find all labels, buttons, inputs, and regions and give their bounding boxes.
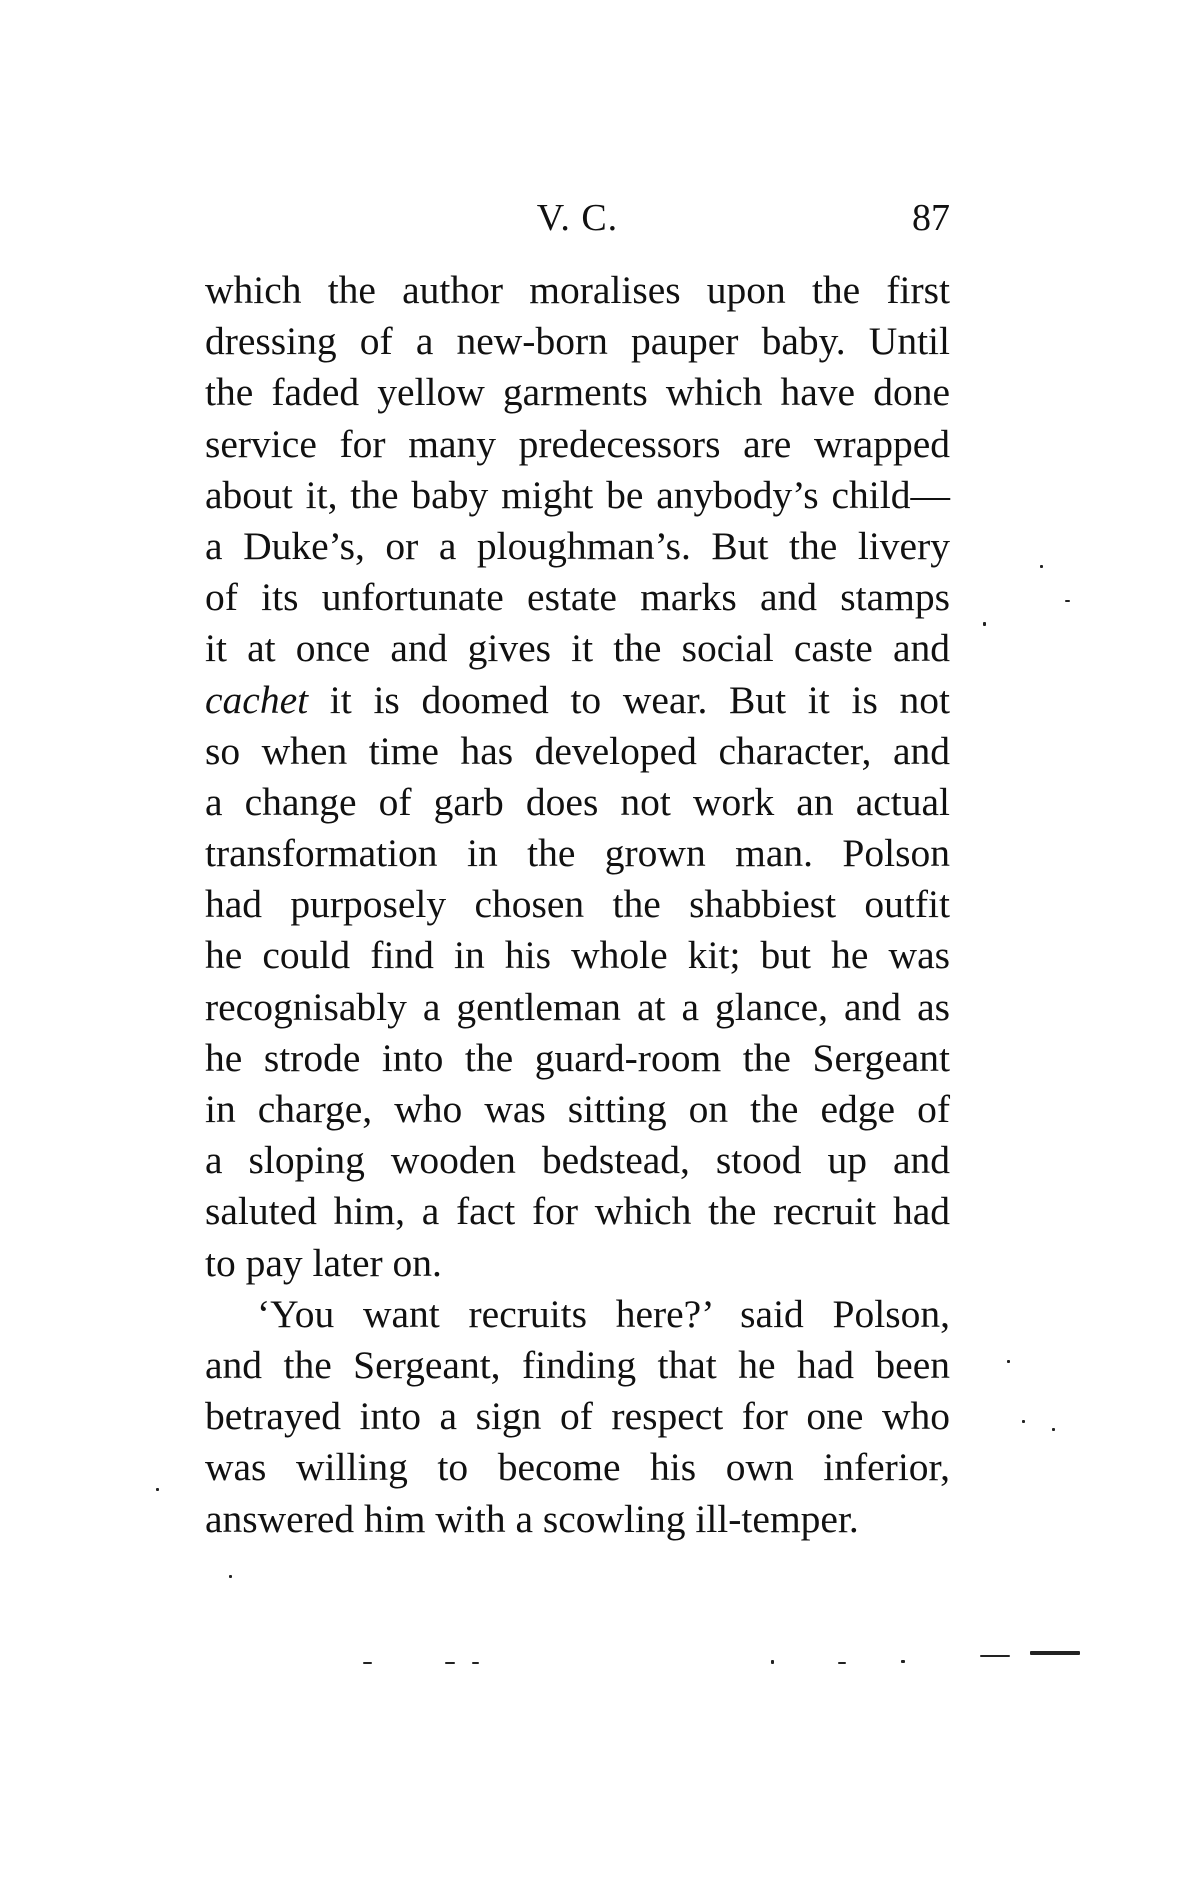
text-line: in charge, who was sitting on the edge of — [205, 1087, 950, 1131]
text-line: recognisably a gentleman at a glance, and as — [205, 984, 950, 1029]
italic-word: cachet — [205, 677, 309, 722]
text-line — [205, 675, 950, 726]
scan-speck — [838, 1662, 846, 1664]
scan-speck — [1065, 600, 1070, 602]
text-line: ‘You want recruits here?’ said Polson, — [257, 1291, 950, 1336]
text-line: which the author moralises upon the first — [205, 268, 950, 312]
running-head — [205, 196, 950, 246]
text-line: of its unfortunate estate marks and stamps — [205, 575, 950, 620]
scan-speck — [1052, 1428, 1055, 1431]
scan-speck — [980, 1655, 1010, 1657]
scan-speck — [156, 1488, 159, 1491]
scan-speck — [363, 1662, 372, 1664]
scan-speck — [771, 1660, 774, 1664]
scan-speck — [472, 1662, 479, 1664]
text-line: had purposely chosen the shabbiest outfit — [205, 882, 950, 927]
text-line: answered him with a scowling ill-temper. — [205, 1496, 859, 1541]
scan-speck — [229, 1575, 232, 1578]
text-line: transformation in the grown man. Polson — [205, 831, 950, 876]
body-text — [205, 265, 950, 1545]
text-line: betrayed into a sign of respect for one who — [205, 1394, 950, 1439]
line-remainder: it is doomed to wear. But it is not — [308, 677, 950, 722]
text-line: so when time has developed character, and — [205, 728, 950, 773]
text-line: a Duke’s, or a ploughman’s. But the livery — [205, 523, 950, 568]
running-title: V. C. — [536, 197, 619, 239]
paragraph — [205, 1289, 950, 1545]
text-line: saluted him, a fact for which the recruit had — [205, 1189, 950, 1234]
text-line: service for many predecessors are wrapped — [205, 421, 950, 466]
text-line: dressing of a new-born pauper baby. Until — [205, 319, 950, 364]
text-line: about it, the baby might be anybody’s child— — [205, 472, 950, 517]
text-line: a change of garb does not work an actual — [205, 779, 950, 824]
paragraph — [205, 265, 950, 1289]
scan-speck — [983, 622, 986, 626]
text-line: he strode into the guard-room the Sergeant — [205, 1035, 950, 1080]
scan-speck — [1030, 1651, 1080, 1655]
text-line: a sloping wooden bedstead, stood up and — [205, 1138, 950, 1183]
text-line: the faded yellow garments which have done — [205, 370, 950, 415]
scan-speck — [1007, 1360, 1010, 1363]
text-line: was willing to become his own inferior, — [205, 1445, 950, 1490]
scan-speck — [445, 1662, 455, 1664]
text-line: and the Sergeant, finding that he had been — [205, 1342, 950, 1387]
scan-speck — [901, 1660, 905, 1663]
text-line: it at once and gives it the social caste and — [205, 626, 950, 671]
scan-speck — [1022, 1420, 1025, 1423]
scan-speck — [1040, 565, 1043, 568]
text-line: he could find in his whole kit; but he was — [205, 933, 950, 978]
page-number: 87 — [912, 197, 950, 239]
text-line: to pay later on. — [205, 1240, 442, 1285]
